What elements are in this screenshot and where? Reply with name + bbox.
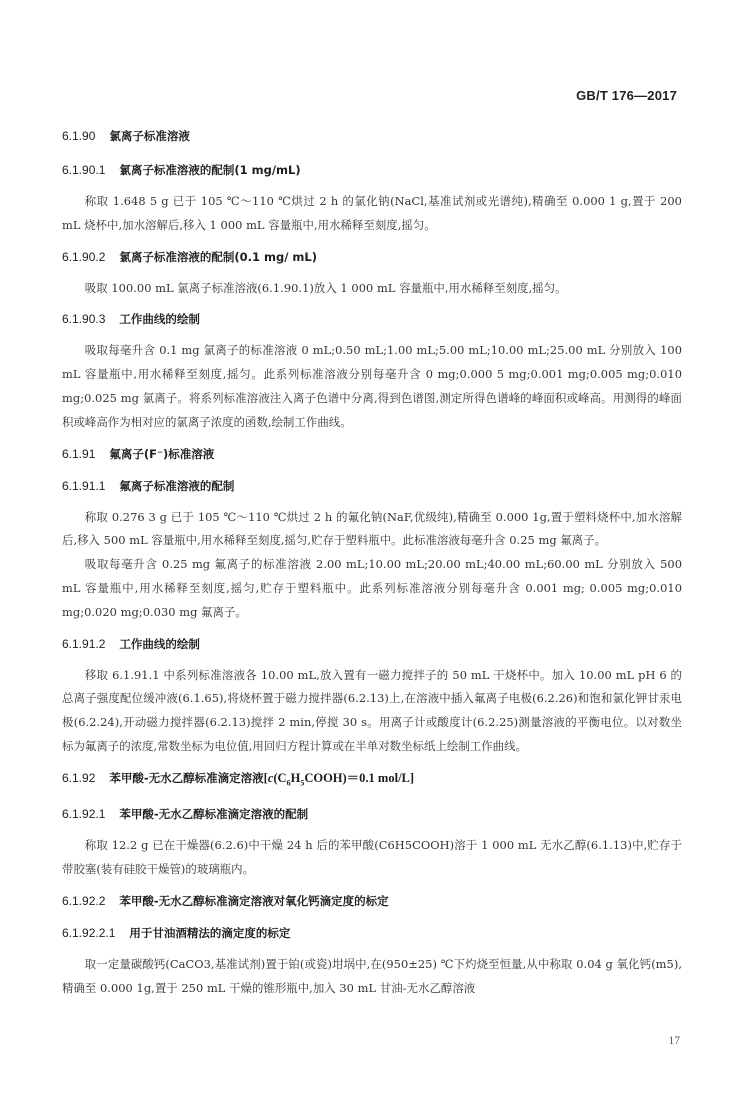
page-number: 17 <box>668 1035 680 1047</box>
section-heading-6-1-92-2-1 <box>62 925 682 942</box>
section-title: 氯离子标准溶液的配制(0.1 mg/ mL) <box>119 249 317 264</box>
section-heading-6-1-90 <box>62 128 682 145</box>
paragraph: 称取 0.276 3 g 已于 105 ℃～110 ℃烘过 2 h 的氟化钠(NaF,优级纯),精确至 0.000 1g,置于塑料烧杯中,加水溶解后,移入 500 mL 容量瓶中,用水稀释至刻度,摇匀,贮存于塑料瓶中。此标准溶液每毫升含 0.25 mg 氟离子。 <box>62 509 682 548</box>
paragraph: 吸取每毫升含 0.25 mg 氟离子的标准溶液 2.00 mL;10.00 mL;20.00 mL;40.00 mL;60.00 mL 分别放入 500 mL 容量瓶中,用水稀释至刻度,摇匀,贮存于塑料瓶中。此系列标准溶液分别每毫升含 0.001 mg; 0.005 mg;0.010 mg;0.020 mg;0.030 mg 氟离子。 <box>62 557 682 619</box>
section-number: 6.1.92.2.1 <box>62 925 116 940</box>
section-heading-6-1-90-3 <box>62 311 682 328</box>
section-number: 6.1.91.1 <box>62 478 106 493</box>
section-number: 6.1.91.2 <box>62 636 106 651</box>
section-number: 6.1.92.2 <box>62 893 106 908</box>
section-title: 氟离子标准溶液的配制 <box>119 478 235 493</box>
section-title: 工作曲线的绘制 <box>119 312 200 327</box>
section-heading-6-1-92 <box>62 770 682 792</box>
paragraph: 吸取 100.00 mL 氯离子标准溶液(6.1.90.1)放入 1 000 mL 容量瓶中,用水稀释至刻度,摇匀。 <box>84 280 567 295</box>
section-heading-6-1-92-1 <box>62 806 682 823</box>
concentration-formula: [$c(C_6H_5COOH)=0.1$ mol/L] <box>263 770 415 788</box>
section-title: 苯甲酸-无水乙醇标准滴定溶液 <box>109 770 264 785</box>
section-heading-6-1-90-1 <box>62 162 682 179</box>
section-number: 6.1.92.1 <box>62 807 106 822</box>
section-title: 苯甲酸-无水乙醇标准滴定溶液的配制 <box>119 807 309 822</box>
section-title: 氯离子标准溶液 <box>109 129 190 143</box>
section-number: 6.1.90.2 <box>62 249 106 264</box>
document-body <box>62 128 682 1000</box>
section-heading-6-1-91 <box>62 446 682 463</box>
paragraph: 吸取每毫升含 0.1 mg 氯离子的标准溶液 0 mL;0.50 mL;1.00 mL;5.00 mL;10.00 mL;25.00 mL 分别放入 100 mL 容量瓶中,用水稀释至刻度,摇匀。此系列标准溶液分别每毫升含 0 mg;0.000 5 mg;0.001 mg;0.005 mg;0.010 mg;0.025 mg 氯离子。将系列标准溶液注入离子色谱中分离,得到色谱图,测定所得色谱峰的峰面积或峰高。用测得的峰面积或峰高作为相对应的氯离子浓度的函数,绘制工作曲线。 <box>62 343 682 429</box>
section-heading-6-1-91-1 <box>62 478 682 495</box>
section-number: 6.1.90.3 <box>62 312 106 327</box>
section-heading-6-1-91-2 <box>62 636 682 653</box>
section-heading-6-1-90-2 <box>62 249 682 266</box>
section-number: 6.1.90.1 <box>62 163 106 177</box>
section-title: 工作曲线的绘制 <box>119 636 200 651</box>
section-number: 6.1.90 <box>62 129 96 143</box>
section-title: 氯离子标准溶液的配制(1 mg/mL) <box>119 163 301 177</box>
section-number: 6.1.92 <box>62 770 96 785</box>
section-title: 用于甘油酒精法的滴定度的标定 <box>129 925 291 940</box>
paragraph: 称取 12.2 g 已在干燥器(6.2.6)中干燥 24 h 后的苯甲酸(C6H5COOH)溶于 1 000 mL 无水乙醇(6.1.13)中,贮存于带胶塞(装有硅胶干燥管)的玻璃瓶内。 <box>62 838 682 877</box>
section-number: 6.1.91 <box>62 446 96 461</box>
section-title: 氟离子(F⁻)标准溶液 <box>109 446 215 461</box>
section-title: 苯甲酸-无水乙醇标准滴定溶液对氧化钙滴定度的标定 <box>119 893 389 908</box>
paragraph: 移取 6.1.91.1 中系列标准溶液各 10.00 mL,放入置有一磁力搅拌子的 50 mL 干烧杯中。加入 10.00 mL pH 6 的总离子强度配位缓冲液(6.1.65),将烧杯置于磁力搅拌器(6.2.13)上,在溶液中插入氟离子电极(6.2.26)和饱和氯化钾甘汞电极(6.2.24),开动磁力搅拌器(6.2.13)搅拌 2 min,停搅 30 s。用离子计或酸度计(6.2.25)测量溶液的平衡电位。以对数坐标为氟离子的浓度,常数坐标为电位值,用回归方程计算或在半单对数坐标纸上绘制工作曲线。 <box>62 667 682 753</box>
section-heading-6-1-92-2 <box>62 893 682 910</box>
paragraph: 称取 1.648 5 g 已于 105 ℃～110 ℃烘过 2 h 的氯化钠(NaCl,基准试剂或光谱纯),精确至 0.000 1 g,置于 200 mL 烧杯中,加水溶解后,移入 1 000 mL 容量瓶中,用水稀释至刻度,摇匀。 <box>62 194 682 232</box>
standard-code: GB/T 176—2017 <box>576 88 677 103</box>
paragraph: 取一定量碳酸钙(CaCO3,基准试剂)置于铂(或瓷)坩埚中,在(950±25) ℃下灼烧至恒量,从中称取 0.04 g 氧化钙(m5),精确至 0.000 1g,置于 250 mL 干燥的锥形瓶中,加入 30 mL 甘油-无水乙醇溶液 <box>62 956 682 995</box>
